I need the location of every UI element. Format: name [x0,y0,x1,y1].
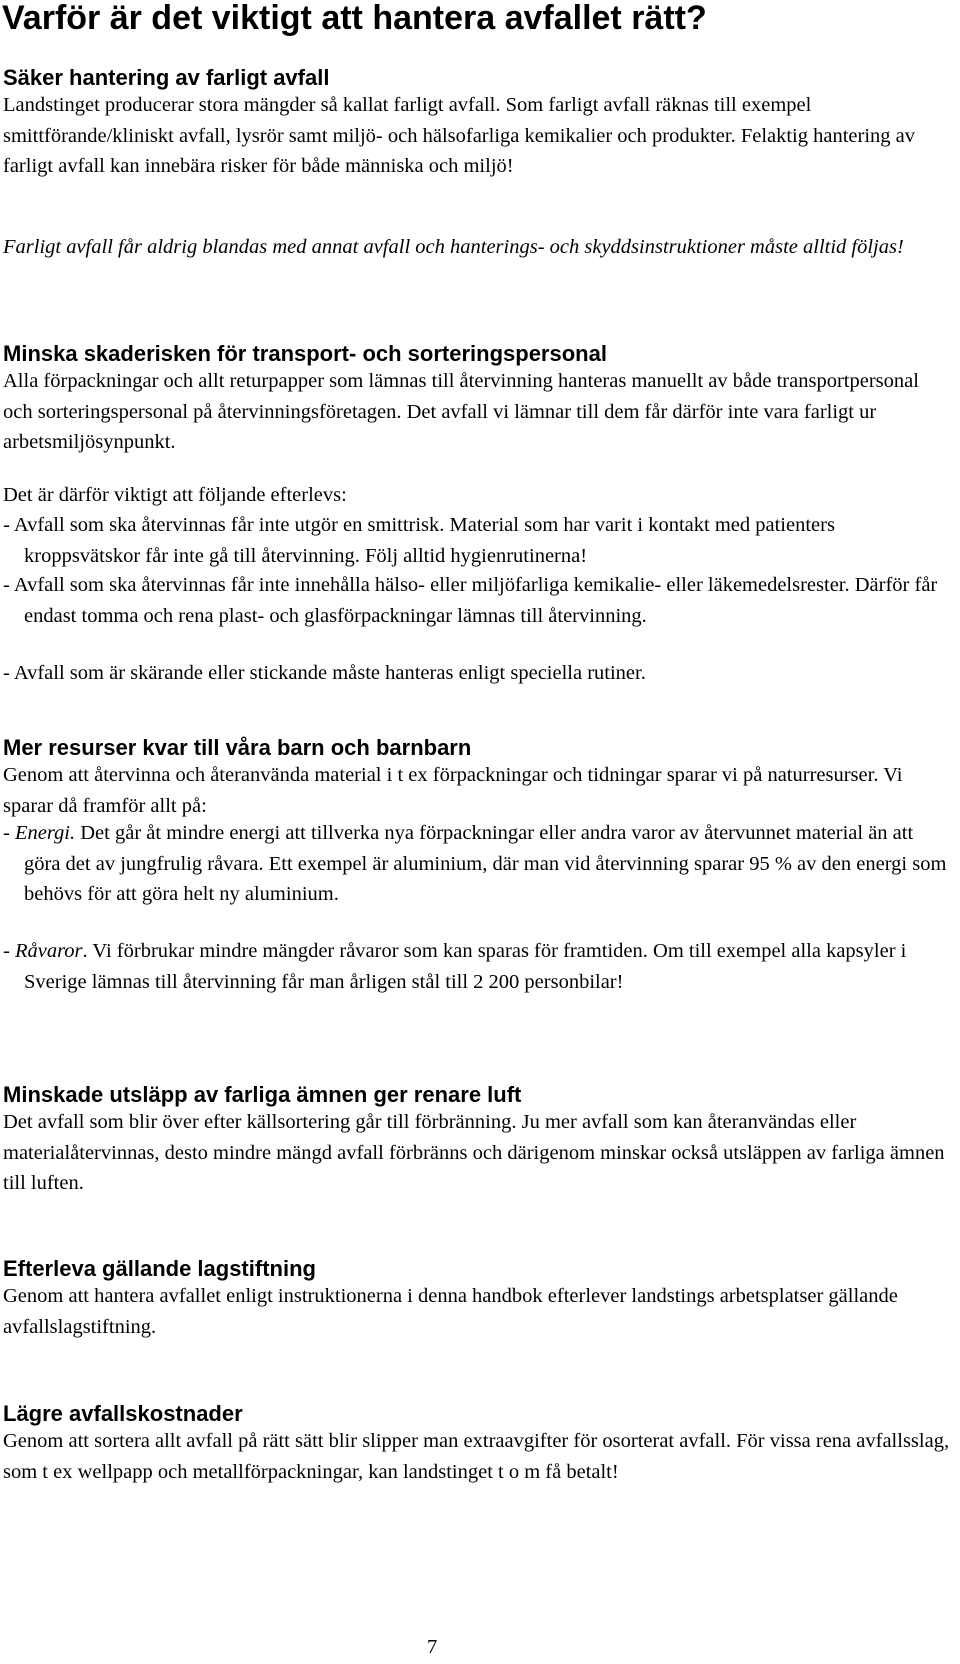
resource-item-raw-materials [3,936,953,997]
section-body-legislation: Genom att hantera avfallet enligt instruktionerna i denna handbok efterlever landstings arbetsplatser gällande avfallslagstiftning. [3,1285,898,1338]
requirement-item: - Avfall som ska återvinnas får inte utgör en smittrisk. Material som har varit i kontakt med patienters kroppsvätskor får inte gå till återvinning. Följ alltid hygienrutinerna! [3,514,835,567]
hazardous-waste-warning: Farligt avfall får aldrig blandas med annat avfall och hanterings- och skyddsinstruktioner måste alltid följas! [3,236,904,258]
requirements-intro: Det är därför viktigt att följande efterlevs: [3,484,347,506]
resource-text-raw-materials: . Vi förbrukar mindre mängder råvaror som kan sparas för framtiden. Om till exempel alla kapsyler i Sverige lämnas till återvinning får man årligen stål till 2 200 personbilar! [24,940,907,993]
list-dash: - [3,940,15,962]
section-body-resources: Genom att återvinna och återanvända material i t ex förpackningar och tidningar sparar vi på naturresurser. Vi sparar då framför allt på: [3,764,903,817]
resource-text-energy: Det går åt mindre energi att tillverka nya förpackningar eller andra varor av återvunnet material än att göra det av jungfrulig råvara. Ett exempel är aluminium, där man vid återvinning sparar 95 % av den energi som behövs för att göra helt ny aluminium. [24,822,947,905]
requirement-item: - Avfall som är skärande eller stickande måste hanteras enligt speciella rutiner. [3,662,646,684]
section-body-emissions: Det avfall som blir över efter källsortering går till förbränning. Ju mer avfall som kan återanvändas eller materialåtervinnas, desto mindre mängd avfall förbränns och därigenom minskar också utsläppen av farliga ämnen till luften. [3,1111,945,1194]
list-dash: - [3,822,15,844]
section-heading-personnel-safety: Minska skaderisken för transport- och sorteringspersonal [3,341,607,366]
section-heading-costs: Lägre avfallskostnader [3,1401,243,1426]
page-number: 7 [427,1636,438,1658]
section-heading-resources: Mer resurser kvar till våra barn och barnbarn [3,735,472,760]
section-heading-legislation: Efterleva gällande lagstiftning [3,1256,316,1281]
resource-item-energy [3,818,953,910]
requirement-item: - Avfall som ska återvinnas får inte innehålla hälso- eller miljöfarliga kemikalie- eller läkemedelsrester. Därför får endast tomma och rena plast- och glasförpackningar lämnas till återvinning. [3,574,938,627]
section-body-hazardous-waste: Landstinget producerar stora mängder så kallat farligt avfall. Som farligt avfall räknas till exempel smittförande/kliniskt avfall, lysrör samt miljö- och hälsofarliga kemikalier och produkter. Felaktig hantering av farligt avfall kan innebära risker för både människa och miljö! [3,94,916,177]
section-heading-hazardous-waste: Säker hantering av farligt avfall [3,65,330,90]
resource-label-raw-materials: Råvaror [14,940,83,962]
resource-label-energy: Energi. [14,822,76,844]
section-body-personnel-safety: Alla förpackningar och allt returpapper som lämnas till återvinning hanteras manuellt av både transportpersonal och sorteringspersonal på återvinningsföretagen. Det avfall vi lämnar till dem får därför inte vara farligt ur arbetsmiljösynpunkt. [3,370,919,453]
section-body-costs: Genom att sortera allt avfall på rätt sätt blir slipper man extraavgifter för osorterat avfall. För vissa rena avfallsslag, som t ex wellpapp och metallförpackningar, kan landstinget t o m få betalt! [3,1430,950,1483]
section-heading-emissions: Minskade utsläpp av farliga ämnen ger renare luft [3,1082,522,1107]
page-title: Varför är det viktigt att hantera avfallet rätt? [2,0,707,37]
